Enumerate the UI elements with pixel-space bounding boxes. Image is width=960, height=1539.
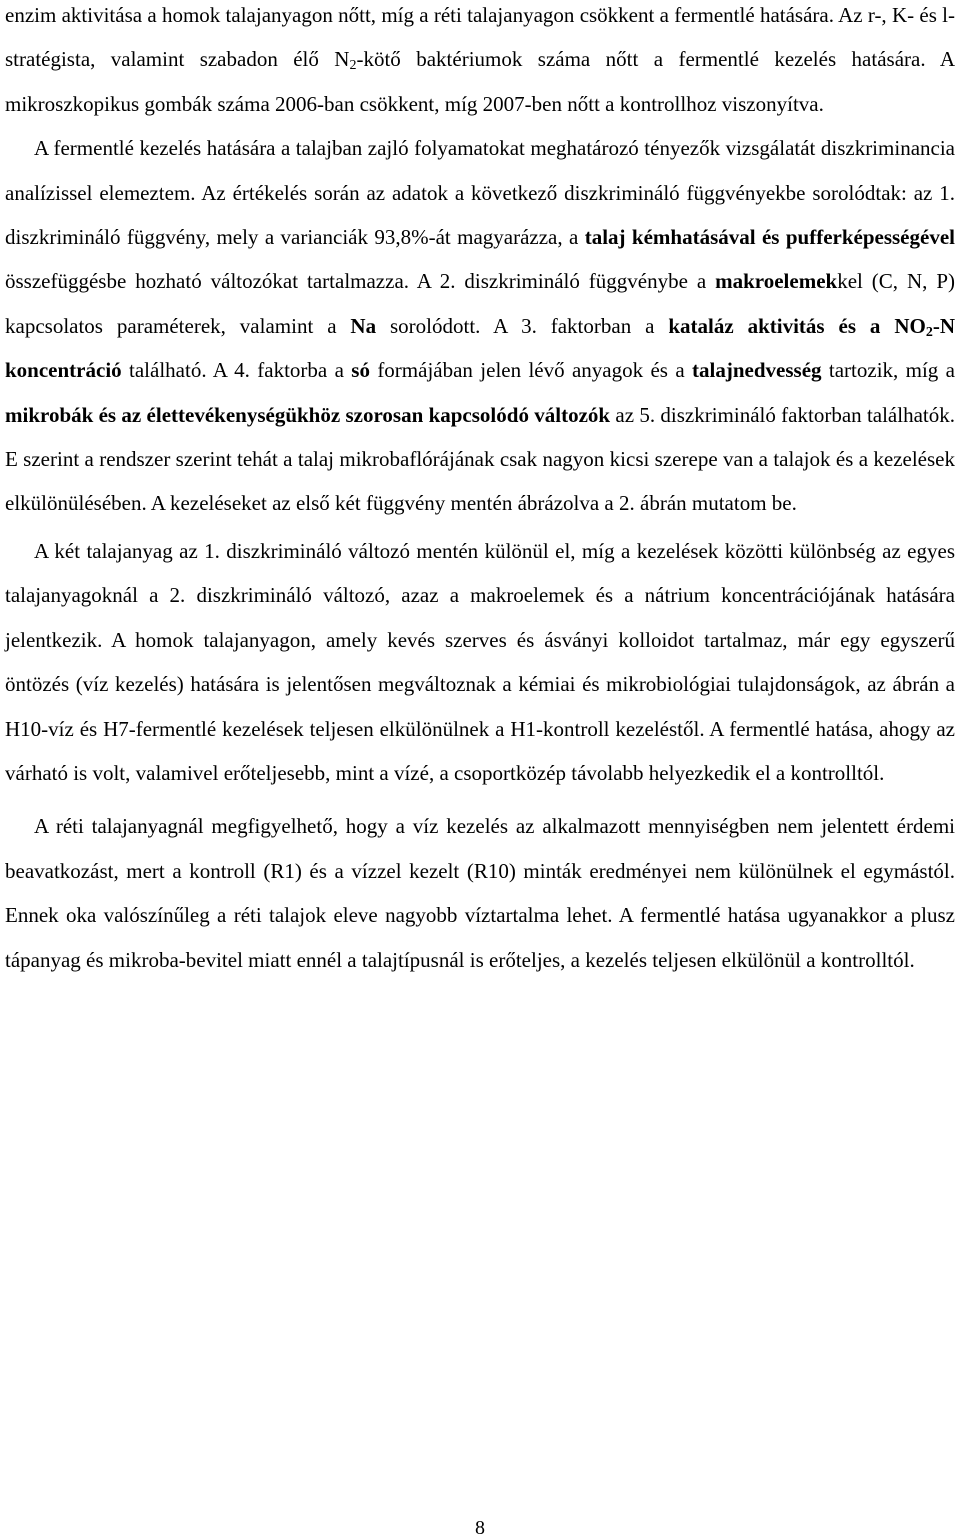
text-run: összefüggésbe hozható változókat tartalmazza. A 2. diszkrimináló függvénybe a [5, 269, 716, 294]
paragraph-2 [5, 126, 955, 526]
text-run: -kötő baktériumok száma nőtt a fermentlé kezelés hatására. A mikroszkopikus gombák száma 2006-ban csökkent, míg 2007-ben nőtt a kontrollhoz viszonyítva. [5, 47, 955, 116]
text-run: enzim aktivitása a homok talajanyagon nőtt, míg a réti talajanyagon csökkent a fermentlé hatására. Az r-, K- és l-stratégista, valamint szabadon élő N [5, 3, 955, 72]
text-run: A két talajanyag az 1. diszkrimináló változó mentén különül el, míg a kezelések közötti különbség az egyes talajanyagoknál a 2. diszkrimináló változó, azaz a makroelemek és a nátrium koncentrációjának hatására jelentkezik. A homok talajanyagon, amely kevés szerves és ásványi kolloidot tartalmaz, már egy egyszerű öntözés (víz kezelés) hatására is jelentősen megváltoznak a kémiai és mikrobiológiai tulajdonságok, az ábrán a H10-víz és H7-fermentlé kezelések teljesen elkülönülnek a H1-kontroll kezeléstől. A fermentlé hatása, ahogy az várható is volt, valamivel erőteljesebb, mint a vízé, a csoportközép távolabb helyezkedik el a kontrolltól. [5, 538, 955, 785]
bold-phrase: kataláz aktivitás és a NO [668, 313, 926, 338]
text-run: az 5. diszkrimináló faktorban találhatók. E szerint a rendszer szerint tehát a talaj mikrobaflórájának csak nagyon kicsi szerepe van a talajok és a kezelések elkülönülésében. A kezeléseket az első két függvény mentén ábrázolva a 2. ábrán mutatom be. [5, 402, 955, 516]
subscript: 2 [349, 58, 357, 74]
document-page [5, 0, 955, 982]
text-run: formájában jelen lévő anyagok és a [369, 358, 693, 383]
text-run: sorolódott. A 3. faktorban a [376, 313, 669, 338]
bold-phrase: -N koncentráció [5, 313, 955, 383]
paragraph-1 [5, 0, 955, 126]
paragraph-4 [5, 804, 955, 982]
paragraph-3 [5, 529, 955, 795]
text-run: található. A 4. faktorba a [121, 358, 352, 383]
text-run: A réti talajanyagnál megfigyelhető, hogy a víz kezelés az alkalmazott mennyiségben nem jelentett érdemi beavatkozást, mert a kontroll (R1) és a vízzel kezelt (R10) minták eredményei nem különülnek el egymástól. Ennek oka valószínűleg a réti talajok eleve nagyobb víztartalma lehet. A fermentlé hatása ugyanakkor a plusz tápanyag és mikroba-bevitel miatt ennél a talajtípusnál is erőteljes, a kezelés teljesen elkülönül a kontrolltól. [5, 814, 955, 972]
bold-phrase: talajnedvesség [692, 358, 822, 383]
page-number: 8 [475, 1517, 485, 1539]
bold-phrase: só [351, 358, 370, 383]
bold-phrase [926, 314, 933, 338]
subscript: 2 [925, 324, 933, 340]
bold-phrase: makroelemek [715, 269, 838, 294]
bold-phrase: mikrobák és az élettevékenységükhöz szorosan kapcsolódó változók [5, 402, 611, 427]
bold-phrase: Na [350, 313, 377, 338]
text-run: kel (C, N, P) kapcsolatos paraméterek, valamint a [5, 269, 955, 338]
text-run: A fermentlé kezelés hatására a talajban zajló folyamatokat meghatározó tényezők vizsgálatát diszkriminancia analízissel elemeztem. Az értékelés során az adatok a következő diszkrimináló függvényekbe sorolódtak: az 1. diszkrimináló függvény, mely a varianciák 93,8%-át magyarázza, a [5, 136, 955, 250]
bold-phrase: talaj kémhatásával és pufferképességével [584, 225, 955, 250]
text-run: tartozik, míg a [821, 358, 955, 383]
